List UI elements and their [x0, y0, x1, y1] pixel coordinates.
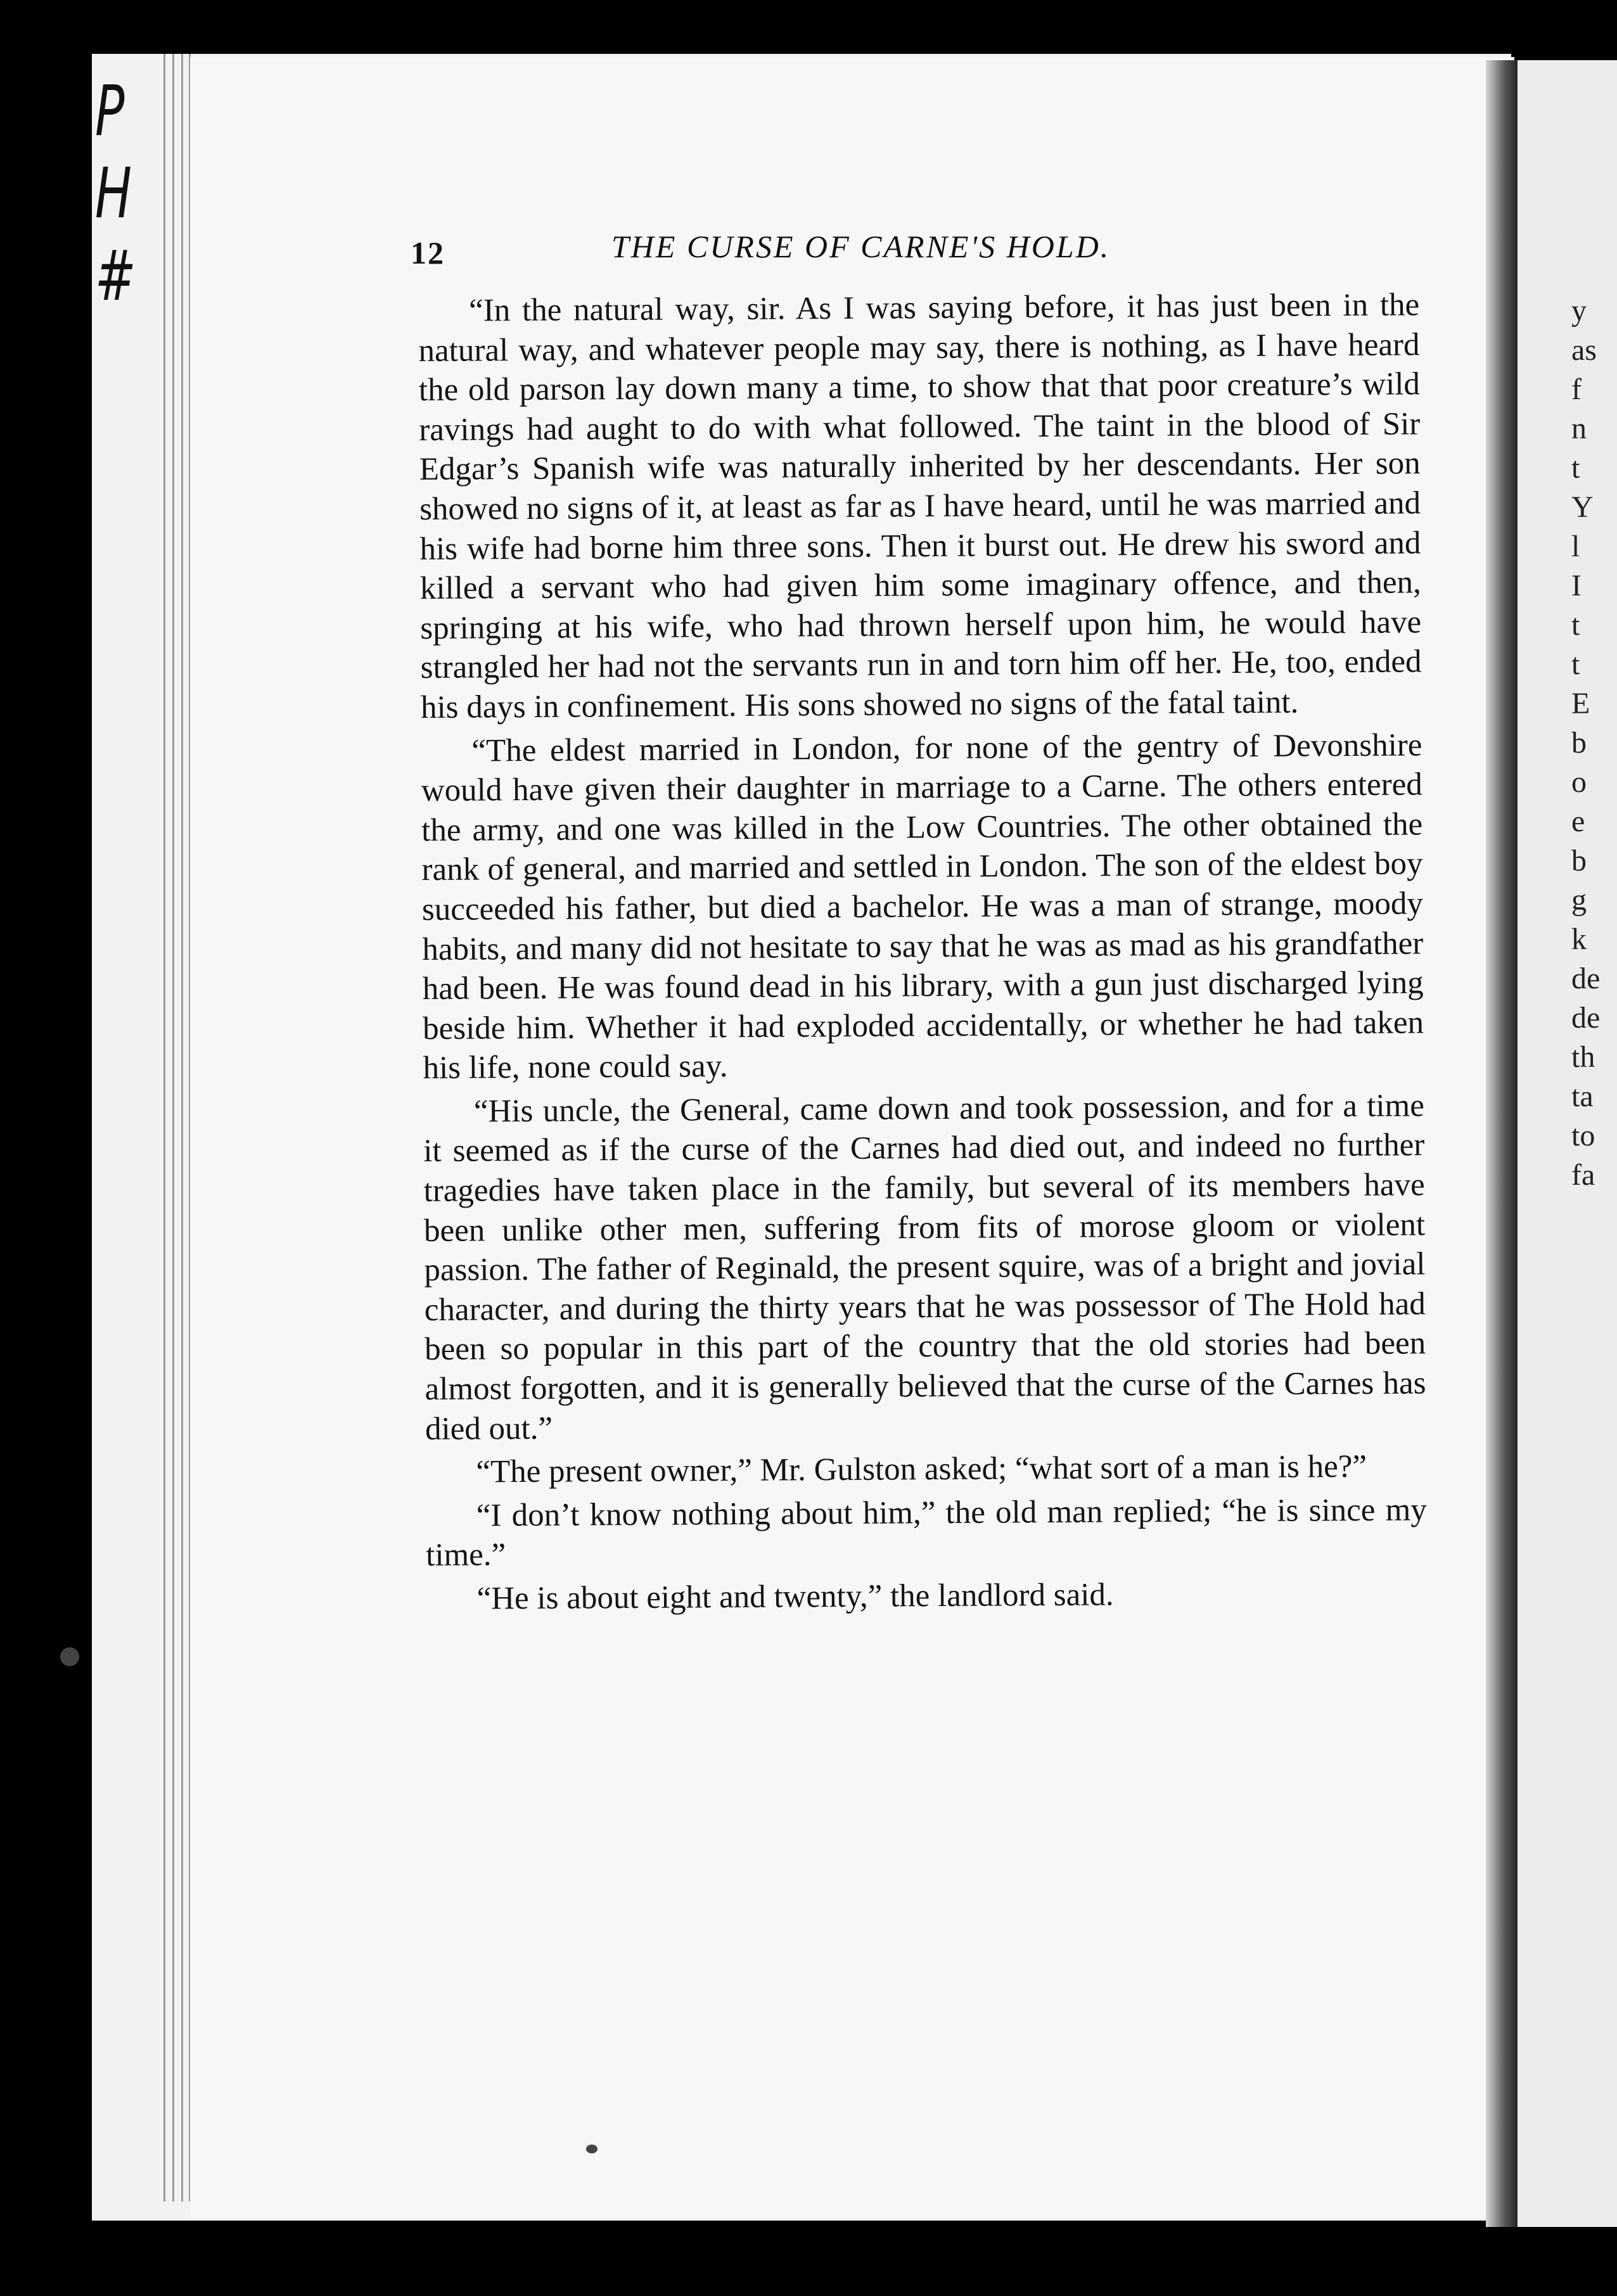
facing-page-fragment: fa [1571, 1158, 1595, 1192]
paragraph: “His uncle, the General, came down and took possession, and for a time it seemed as if the curse of the Carnes had died out, and indeed no further tragedies have taken place in the family, but several of its members have been unlike other men, suffering from fits of morose gloom or violent passion. The father of Reginald, the present squire, was of a bright and jovial character, and during the thirty years that he was possessor of The Hold had been so popular in this part of the country that the old stories had been almost forgotten, and it is generally believed that the curse of the Carnes has died out.” [423, 1088, 1426, 1447]
running-head: THE CURSE OF CARNE'S HOLD. [611, 229, 1111, 264]
facing-page-text [1571, 291, 1617, 1195]
facing-page-fragment: y [1571, 294, 1587, 328]
facing-page-fragment: de [1571, 1001, 1601, 1035]
facing-page-fragment: t [1571, 647, 1580, 681]
handwritten-mark: H [95, 153, 132, 234]
paragraph: “The present owner,” Mr. Gulston asked; “what sort of a man is he?” [476, 1449, 1367, 1490]
handwritten-call-number [95, 70, 184, 361]
facing-page-fragment: e [1571, 805, 1585, 838]
facing-page-fragment: b [1571, 726, 1587, 760]
handwritten-mark: P [95, 70, 125, 151]
paragraph: “I don’t know nothing about him,” the old man replied; “he is since my time.” [426, 1492, 1427, 1574]
facing-page-fragment: l [1571, 530, 1580, 563]
facing-page-fragment: n [1571, 412, 1587, 445]
paragraph: “The eldest married in London, for none of the gentry of Devonshire would have given their daughter in marriage to a Carne. The others entered the army, and one was killed in the Low Countries. The other obtained the rank of general, and married and settled in London. The son of the eldest boy succeeded his father, but died a bachelor. He was a man of strange, moody habits, and many did not hesitate to say that he was as mad as his grandfather had been. He was found dead in his library, with a gun just discharged lying beside him. Whether it had exploded accidentally, or whether he had taken his life, none could say. [421, 727, 1424, 1087]
facing-page-fragment: as [1571, 333, 1597, 367]
facing-page-fragment: ta [1571, 1080, 1594, 1113]
page-number: 12 [411, 235, 445, 271]
book-gutter [1486, 60, 1521, 2227]
facing-page-fragment: f [1571, 373, 1582, 406]
facing-page-fragment: th [1571, 1040, 1595, 1074]
facing-page-fragment: g [1571, 883, 1587, 917]
paragraph: “He is about eight and twenty,” the landlord said. [476, 1577, 1114, 1617]
handwritten-mark: # [95, 235, 136, 316]
paragraph: “In the natural way, sir. As I was saying before, it has just been in the natural way, and whatever people may say, there is nothing, as I have heard the old parson lay down many a time, to show that that poor creature’s wild ravings had aught to do with what followed. The taint in the blood of Sir Edgar’s Spanish wife was naturally inherited by her descendants. Her son showed no signs of it, at least as far as I have heard, until he was married and his wife had borne him three sons. Then it burst out. He drew his sword and killed a servant who had given him some imaginary offence, and then, springing at his wife, who had thrown herself upon him, he would have strangled her had not the servants run in and torn him off her. He, too, ended his days in confinement. His sons showed no signs of the fatal taint. [418, 287, 1422, 725]
facing-page-fragment: E [1571, 687, 1590, 720]
scan-smudge [60, 1647, 79, 1666]
body-text [418, 285, 1428, 1619]
facing-page-fragment: b [1571, 844, 1587, 877]
facing-page-fragment: k [1571, 922, 1587, 956]
page-edge-line [181, 54, 183, 2202]
facing-page-fragment: t [1571, 451, 1580, 485]
scan-smudge [586, 2145, 598, 2153]
facing-page-fragment: I [1571, 569, 1582, 603]
facing-page-fragment: to [1571, 1119, 1595, 1152]
facing-page-fragment: Y [1571, 490, 1594, 524]
page-edge-line [172, 54, 174, 2202]
facing-page-fragment: o [1571, 765, 1587, 799]
page-edge-line [163, 54, 165, 2202]
facing-page-fragment: de [1571, 962, 1601, 995]
facing-page-fragment: t [1571, 608, 1580, 642]
